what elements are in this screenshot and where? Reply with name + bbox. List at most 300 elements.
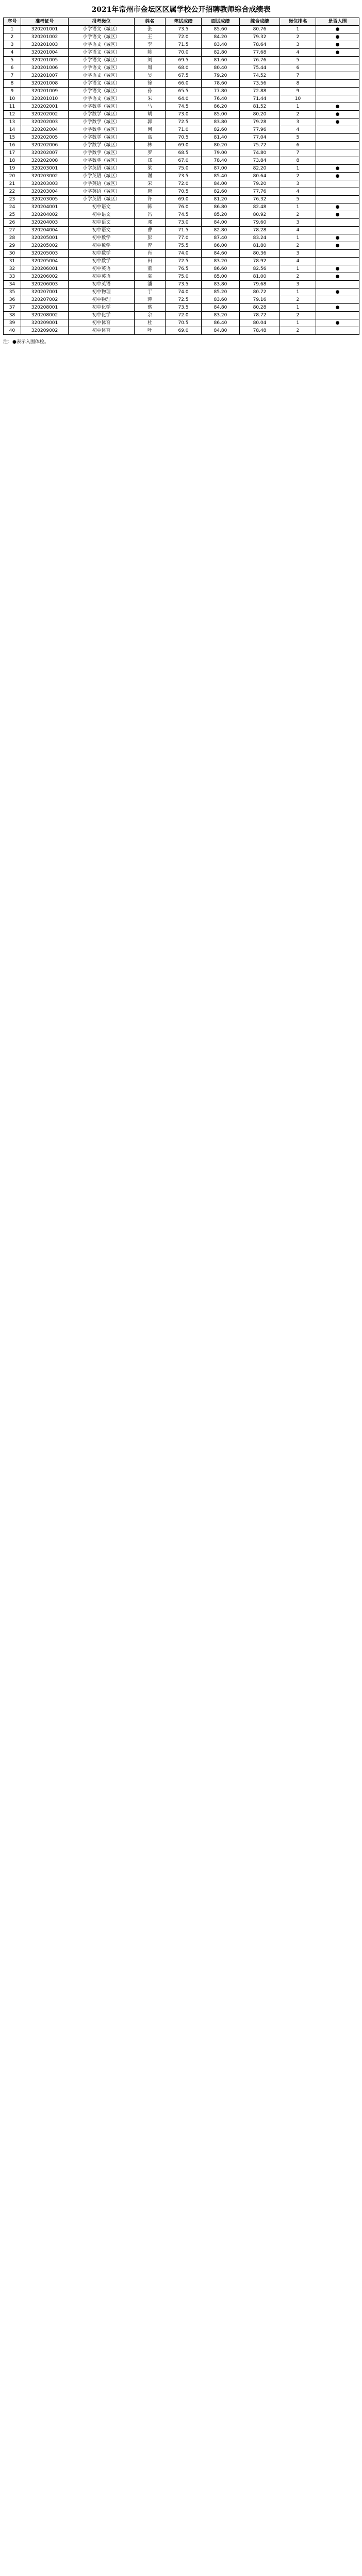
table-cell: 78.64 — [240, 41, 280, 49]
table-cell: 87.40 — [202, 234, 240, 242]
table-cell — [316, 88, 359, 95]
table-row — [4, 304, 359, 312]
table-cell: 73.56 — [240, 80, 280, 88]
table-row — [4, 26, 359, 33]
table-row — [4, 173, 359, 180]
table-cell: 初中数学 — [69, 234, 135, 242]
table-cell: 8 — [280, 80, 316, 88]
table-cell: 6 — [4, 64, 21, 72]
table-cell: 高 — [135, 134, 166, 142]
table-cell: 4 — [280, 49, 316, 57]
table-cell: 85.40 — [202, 173, 240, 180]
table-cell: 小学英语（城区） — [69, 188, 135, 196]
table-cell: 320205002 — [21, 242, 69, 250]
table-cell: 87.00 — [202, 165, 240, 173]
table-cell: 20 — [4, 173, 21, 180]
column-header: 报考岗位 — [69, 18, 135, 26]
table-cell: ● — [316, 173, 359, 180]
table-cell — [316, 142, 359, 149]
table-cell: 5 — [280, 134, 316, 142]
table-cell: 何 — [135, 126, 166, 134]
table-cell: 冯 — [135, 211, 166, 219]
column-header: 姓名 — [135, 18, 166, 26]
table-row — [4, 88, 359, 95]
table-row — [4, 57, 359, 64]
table-cell: 76.40 — [202, 95, 240, 103]
column-header: 面试成绩 — [202, 18, 240, 26]
table-cell: 320202003 — [21, 118, 69, 126]
table-row — [4, 234, 359, 242]
table-row — [4, 103, 359, 111]
table-cell: 77.0 — [166, 234, 202, 242]
document-page — [0, 0, 362, 350]
table-cell: 320201009 — [21, 88, 69, 95]
table-cell: 小学数学（城区） — [69, 149, 135, 157]
table-cell: 83.20 — [202, 258, 240, 265]
table-row — [4, 165, 359, 173]
table-cell: 86.00 — [202, 242, 240, 250]
table-row — [4, 227, 359, 234]
table-cell: 14 — [4, 126, 21, 134]
table-cell: 81.80 — [240, 242, 280, 250]
table-row — [4, 265, 359, 273]
table-cell: 75.72 — [240, 142, 280, 149]
table-cell: 唐 — [135, 188, 166, 196]
table-cell: 蔡 — [135, 304, 166, 312]
table-cell: 25 — [4, 211, 21, 219]
table-cell: 5 — [280, 57, 316, 64]
table-cell: 4 — [280, 227, 316, 234]
table-row — [4, 180, 359, 188]
table-row — [4, 157, 359, 165]
table-cell: 81.20 — [202, 196, 240, 204]
table-cell: 初中数学 — [69, 250, 135, 258]
table-cell — [316, 57, 359, 64]
table-cell: 81.52 — [240, 103, 280, 111]
table-cell: 80.28 — [240, 304, 280, 312]
table-cell: 320201003 — [21, 41, 69, 49]
table-cell: 320204002 — [21, 211, 69, 219]
table-cell: 73.0 — [166, 111, 202, 118]
table-cell: 76.32 — [240, 196, 280, 204]
table-cell: 320203002 — [21, 173, 69, 180]
table-cell: 320206002 — [21, 273, 69, 281]
table-cell: 4 — [4, 49, 21, 57]
table-cell — [316, 327, 359, 335]
table-row — [4, 41, 359, 49]
table-cell: 77.80 — [202, 88, 240, 95]
table-cell: 王 — [135, 33, 166, 41]
table-cell: 林 — [135, 142, 166, 149]
table-cell: 曾 — [135, 242, 166, 250]
table-cell: 21 — [4, 180, 21, 188]
table-cell: 74.5 — [166, 103, 202, 111]
table-cell: 320204001 — [21, 204, 69, 211]
table-cell: 韩 — [135, 204, 166, 211]
table-cell: 70.5 — [166, 134, 202, 142]
table-cell: 3 — [280, 180, 316, 188]
table-row — [4, 142, 359, 149]
table-row — [4, 289, 359, 296]
table-cell: 82.80 — [202, 49, 240, 57]
table-cell: 6 — [280, 64, 316, 72]
table-cell: ● — [316, 211, 359, 219]
table-cell — [316, 157, 359, 165]
table-cell: 72.88 — [240, 88, 280, 95]
table-header-row — [4, 18, 359, 26]
table-row — [4, 95, 359, 103]
table-cell: 谢 — [135, 173, 166, 180]
table-cell: 75.44 — [240, 64, 280, 72]
table-cell: 71.44 — [240, 95, 280, 103]
table-cell: 小学英语（城区） — [69, 173, 135, 180]
table-cell: 71.5 — [166, 41, 202, 49]
table-cell: 320202001 — [21, 103, 69, 111]
table-cell: ● — [316, 234, 359, 242]
table-cell: 叶 — [135, 327, 166, 335]
table-cell: 78.60 — [202, 80, 240, 88]
table-cell: 2 — [280, 33, 316, 41]
table-row — [4, 219, 359, 227]
table-cell: 1 — [280, 103, 316, 111]
table-cell: 83.20 — [202, 312, 240, 319]
footer-note: 注：●表示入围体检。 — [3, 340, 49, 345]
table-cell: 周 — [135, 64, 166, 72]
table-cell: 68.5 — [166, 149, 202, 157]
table-cell: 320208001 — [21, 304, 69, 312]
table-cell: 84.00 — [202, 219, 240, 227]
table-cell: 8 — [280, 157, 316, 165]
table-cell: 71.5 — [166, 227, 202, 234]
table-cell: 80.04 — [240, 319, 280, 327]
table-cell: 24 — [4, 204, 21, 211]
table-cell: 肖 — [135, 250, 166, 258]
table-cell — [316, 188, 359, 196]
table-cell: 吴 — [135, 72, 166, 80]
table-cell: 73.5 — [166, 281, 202, 289]
table-cell: 2 — [280, 211, 316, 219]
table-row — [4, 72, 359, 80]
table-cell: 85.20 — [202, 211, 240, 219]
table-cell: 73.0 — [166, 219, 202, 227]
table-cell: 初中化学 — [69, 304, 135, 312]
table-cell: 86.60 — [202, 265, 240, 273]
table-cell: 77.76 — [240, 188, 280, 196]
table-cell: 69.5 — [166, 57, 202, 64]
table-cell: 蒋 — [135, 296, 166, 304]
table-cell: 320202002 — [21, 111, 69, 118]
table-cell: 梁 — [135, 165, 166, 173]
table-row — [4, 204, 359, 211]
table-cell: 初中语文 — [69, 211, 135, 219]
table-cell — [316, 149, 359, 157]
table-cell: 3 — [280, 118, 316, 126]
table-cell: 86.20 — [202, 103, 240, 111]
table-cell: 9 — [4, 88, 21, 95]
table-cell: 9 — [280, 88, 316, 95]
table-row — [4, 250, 359, 258]
table-cell: 4 — [280, 188, 316, 196]
table-cell: 64.0 — [166, 95, 202, 103]
table-cell: 320202007 — [21, 149, 69, 157]
table-cell: 15 — [4, 134, 21, 142]
table-cell: 84.00 — [202, 180, 240, 188]
table-cell: 81.60 — [202, 57, 240, 64]
table-cell: 7 — [4, 72, 21, 80]
table-cell — [316, 134, 359, 142]
column-header: 是否入围 — [316, 18, 359, 26]
table-cell: 72.0 — [166, 33, 202, 41]
table-row — [4, 312, 359, 319]
table-cell: 3 — [4, 41, 21, 49]
table-cell: 邓 — [135, 219, 166, 227]
document-title: 2021年常州市金坛区区属学校公开招聘教师综合成绩表 — [91, 6, 271, 14]
table-cell: 初中语文 — [69, 227, 135, 234]
table-cell: 77.96 — [240, 126, 280, 134]
table-cell: 84.80 — [202, 304, 240, 312]
table-cell: 320207001 — [21, 289, 69, 296]
column-header: 综合成绩 — [240, 18, 280, 26]
table-cell: 初中数学 — [69, 258, 135, 265]
table-cell: 11 — [4, 103, 21, 111]
score-table — [3, 18, 359, 335]
table-cell: 320203005 — [21, 196, 69, 204]
table-cell: 初中语文 — [69, 204, 135, 211]
table-cell — [316, 281, 359, 289]
table-cell: 79.16 — [240, 296, 280, 304]
table-cell: 7 — [280, 72, 316, 80]
table-cell: 27 — [4, 227, 21, 234]
table-cell: 71.0 — [166, 126, 202, 134]
table-cell: ● — [316, 165, 359, 173]
table-row — [4, 49, 359, 57]
table-row — [4, 134, 359, 142]
table-cell: 10 — [4, 95, 21, 103]
table-cell: 小学数学（城区） — [69, 118, 135, 126]
table-cell: 77.68 — [240, 49, 280, 57]
table-cell: 小学数学（城区） — [69, 157, 135, 165]
table-cell: 马 — [135, 103, 166, 111]
table-cell: 80.20 — [240, 111, 280, 118]
table-cell: 80.76 — [240, 26, 280, 33]
table-cell: 78.28 — [240, 227, 280, 234]
table-cell: 84.20 — [202, 33, 240, 41]
table-cell: 70.5 — [166, 319, 202, 327]
table-cell: 82.60 — [202, 126, 240, 134]
table-cell: 78.92 — [240, 258, 280, 265]
table-cell: 许 — [135, 196, 166, 204]
table-cell: 320203003 — [21, 180, 69, 188]
table-cell: 68.0 — [166, 64, 202, 72]
table-cell: 13 — [4, 118, 21, 126]
table-row — [4, 188, 359, 196]
table-cell: 曹 — [135, 227, 166, 234]
table-row — [4, 211, 359, 219]
table-cell: 320201005 — [21, 57, 69, 64]
table-cell: ● — [316, 118, 359, 126]
table-cell: 2 — [280, 273, 316, 281]
table-cell: ● — [316, 204, 359, 211]
table-cell: 小学语文（城区） — [69, 26, 135, 33]
table-row — [4, 111, 359, 118]
table-cell: 6 — [280, 142, 316, 149]
table-cell — [316, 95, 359, 103]
table-cell: 3 — [280, 219, 316, 227]
table-cell: 69.0 — [166, 327, 202, 335]
table-cell: 320205003 — [21, 250, 69, 258]
table-cell: 29 — [4, 242, 21, 250]
table-cell: 81.00 — [240, 273, 280, 281]
table-cell: 80.64 — [240, 173, 280, 180]
table-cell: 82.60 — [202, 188, 240, 196]
table-cell: 2 — [280, 242, 316, 250]
table-cell: 董 — [135, 265, 166, 273]
table-cell: 320203004 — [21, 188, 69, 196]
table-cell: 320209001 — [21, 319, 69, 327]
table-cell: 4 — [280, 126, 316, 134]
table-cell: 2 — [4, 33, 21, 41]
table-cell: 320207002 — [21, 296, 69, 304]
table-cell: 320205004 — [21, 258, 69, 265]
table-cell: 74.80 — [240, 149, 280, 157]
table-cell: 73.5 — [166, 304, 202, 312]
table-cell: 初中英语 — [69, 273, 135, 281]
table-cell: 初中英语 — [69, 265, 135, 273]
table-cell: 83.60 — [202, 296, 240, 304]
table-cell: 67.5 — [166, 72, 202, 80]
table-cell: 65.5 — [166, 88, 202, 95]
table-cell: 初中数学 — [69, 242, 135, 250]
table-cell — [316, 296, 359, 304]
table-cell: ● — [316, 49, 359, 57]
table-cell: 320206003 — [21, 281, 69, 289]
table-cell — [316, 250, 359, 258]
table-cell: 76.5 — [166, 265, 202, 273]
table-cell: 小学数学（城区） — [69, 142, 135, 149]
table-cell: 67.0 — [166, 157, 202, 165]
table-cell: 76.76 — [240, 57, 280, 64]
table-cell: 79.00 — [202, 149, 240, 157]
table-cell: 2 — [280, 173, 316, 180]
table-cell: 84.60 — [202, 250, 240, 258]
table-cell: ● — [316, 289, 359, 296]
table-cell: 35 — [4, 289, 21, 296]
table-row — [4, 196, 359, 204]
table-cell: 28 — [4, 234, 21, 242]
table-cell: 38 — [4, 312, 21, 319]
table-cell: 小学语文（城区） — [69, 64, 135, 72]
table-cell: 罗 — [135, 149, 166, 157]
table-cell: 余 — [135, 312, 166, 319]
table-cell: 82.48 — [240, 204, 280, 211]
table-cell: 79.20 — [240, 180, 280, 188]
table-cell — [316, 126, 359, 134]
table-cell: 72.5 — [166, 118, 202, 126]
column-header: 笔试成绩 — [166, 18, 202, 26]
table-cell: 1 — [280, 204, 316, 211]
table-cell: 80.92 — [240, 211, 280, 219]
table-cell: 320204004 — [21, 227, 69, 234]
table-cell: 75.0 — [166, 273, 202, 281]
table-cell — [316, 80, 359, 88]
table-cell: 83.40 — [202, 41, 240, 49]
table-cell — [316, 312, 359, 319]
table-cell: ● — [316, 242, 359, 250]
table-cell: 74.5 — [166, 211, 202, 219]
table-cell: 82.20 — [240, 165, 280, 173]
table-cell: 潘 — [135, 281, 166, 289]
table-cell: 1 — [280, 26, 316, 33]
table-cell: 徐 — [135, 80, 166, 88]
table-cell: 79.20 — [202, 72, 240, 80]
table-cell: 1 — [4, 26, 21, 33]
table-cell: 小学数学（城区） — [69, 111, 135, 118]
table-body — [4, 26, 359, 335]
table-cell: 宋 — [135, 180, 166, 188]
table-row — [4, 80, 359, 88]
table-cell: 小学数学（城区） — [69, 134, 135, 142]
table-cell: 小学语文（城区） — [69, 33, 135, 41]
table-cell: 320206001 — [21, 265, 69, 273]
column-header: 准考证号 — [21, 18, 69, 26]
table-row — [4, 319, 359, 327]
table-cell: 85.20 — [202, 289, 240, 296]
table-cell: 张 — [135, 26, 166, 33]
table-cell: 朱 — [135, 95, 166, 103]
table-cell — [316, 72, 359, 80]
table-cell: 320201007 — [21, 72, 69, 80]
table-cell: 73.84 — [240, 157, 280, 165]
table-cell: 83.80 — [202, 281, 240, 289]
table-cell: 76.0 — [166, 204, 202, 211]
table-cell: 8 — [4, 80, 21, 88]
table-row — [4, 33, 359, 41]
table-cell: 36 — [4, 296, 21, 304]
table-cell: 39 — [4, 319, 21, 327]
table-cell: 82.80 — [202, 227, 240, 234]
table-cell: 69.0 — [166, 196, 202, 204]
table-cell: ● — [316, 273, 359, 281]
table-cell — [316, 196, 359, 204]
table-cell — [316, 64, 359, 72]
table-cell: 18 — [4, 157, 21, 165]
table-cell: 陈 — [135, 49, 166, 57]
table-cell: 23 — [4, 196, 21, 204]
table-cell: 1 — [280, 304, 316, 312]
table-cell: 于 — [135, 289, 166, 296]
table-cell: 86.80 — [202, 204, 240, 211]
table-row — [4, 126, 359, 134]
table-cell: 小学数学（城区） — [69, 126, 135, 134]
table-cell: 84.80 — [202, 327, 240, 335]
table-cell: 320204003 — [21, 219, 69, 227]
table-cell: 320201006 — [21, 64, 69, 72]
table-cell: 85.00 — [202, 111, 240, 118]
table-cell: 85.60 — [202, 26, 240, 33]
table-row — [4, 281, 359, 289]
table-cell: 初中语文 — [69, 219, 135, 227]
table-cell: 5 — [4, 57, 21, 64]
table-cell: 80.36 — [240, 250, 280, 258]
table-cell: 小学英语（城区） — [69, 180, 135, 188]
table-cell: 79.32 — [240, 33, 280, 41]
table-cell: 320202008 — [21, 157, 69, 165]
table-cell: 70.0 — [166, 49, 202, 57]
table-cell: 70.5 — [166, 188, 202, 196]
table-cell: 初中物理 — [69, 296, 135, 304]
table-cell: 66.0 — [166, 80, 202, 88]
table-cell: 10 — [280, 95, 316, 103]
